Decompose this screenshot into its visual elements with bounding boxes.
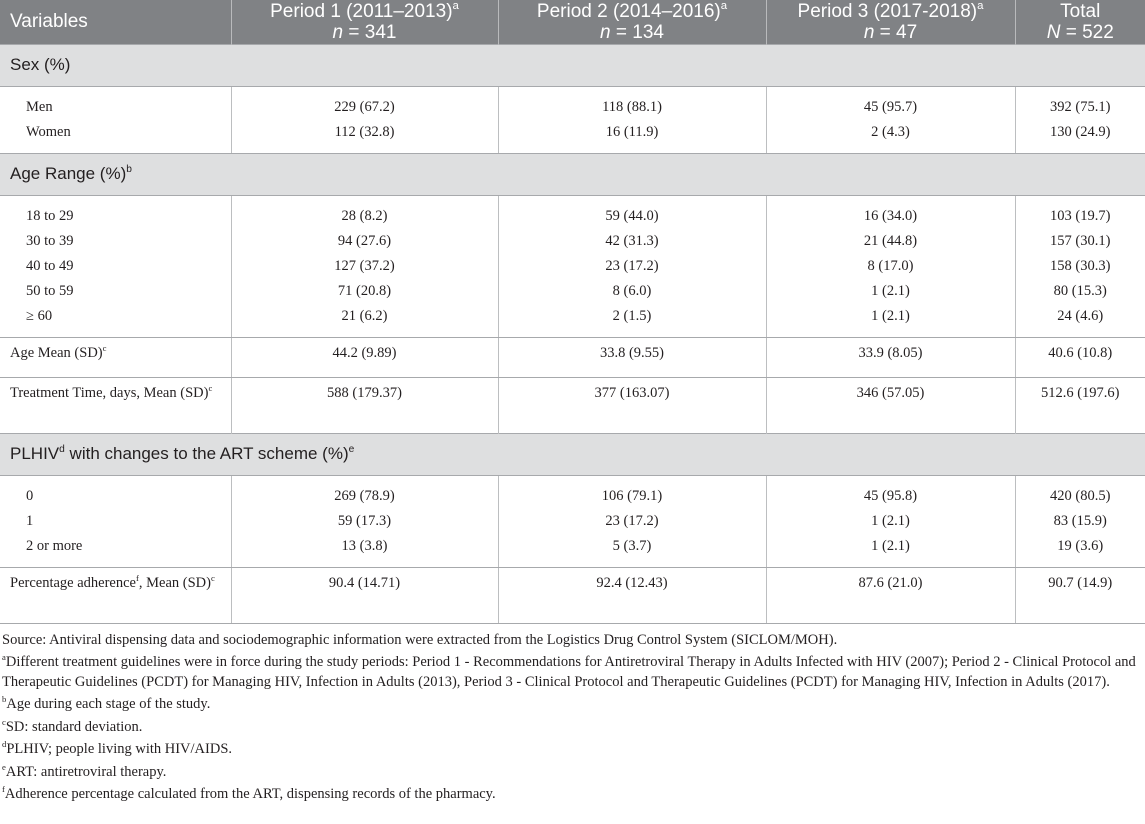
art-changes-period-3 — [766, 475, 1015, 567]
table-cell: 5 (3.7) — [612, 537, 652, 554]
art-changes-period-1 — [231, 475, 498, 567]
footnote-mark: c — [208, 382, 213, 393]
age-range-period-2 — [498, 195, 766, 337]
section-row-art-changes — [0, 433, 1145, 475]
header-period-1-n-label: n — [332, 22, 344, 44]
footnote-text: PLHIV; people living with HIV/AIDS. — [6, 741, 233, 757]
table-cell: 2 (1.5) — [612, 307, 652, 324]
row-label: Treatment Time, days, Mean (SD) — [10, 384, 209, 401]
header-total-n: = 522 — [1060, 22, 1114, 44]
table-cell: 83 (15.9) — [1053, 512, 1107, 529]
table-cell: 13 (3.8) — [341, 537, 388, 554]
table-row-treatment-time — [0, 377, 1145, 433]
footnote-mark: a — [2, 651, 6, 662]
footnote-source: Source: Antiviral dispensing data and sociodemographic information were extracted from the Logistics Drug Control System (SICLOM/MOH). — [2, 631, 838, 648]
footnote-mark: e — [2, 761, 6, 772]
table-cell: 346 (57.05) — [766, 377, 1015, 433]
row-label: 1 — [26, 512, 34, 529]
table-cell: 87.6 (21.0) — [766, 567, 1015, 623]
age-range-period-3 — [766, 195, 1015, 337]
adherence-label — [0, 567, 231, 623]
section-row-age-range — [0, 153, 1145, 195]
footnote-mark: c — [2, 716, 6, 727]
sex-period-3 — [766, 86, 1015, 153]
table-cell: 512.6 (197.6) — [1040, 384, 1120, 401]
art-changes-total — [1015, 475, 1145, 567]
section-title-art-changes — [0, 433, 1145, 475]
table-cell: 588 (179.37) — [231, 377, 498, 433]
section-title-age-range — [0, 153, 1145, 195]
table-cell: 112 (32.8) — [334, 123, 395, 140]
footnote-mark: d — [59, 443, 65, 455]
table-cell: 40.6 (10.8) — [1015, 337, 1145, 377]
art-changes-labels — [0, 475, 231, 567]
header-period-3 — [766, 0, 1015, 44]
row-label: 30 to 39 — [26, 232, 74, 249]
table-cell: 80 (15.3) — [1053, 282, 1107, 299]
header-period-1-n: = 341 — [343, 22, 397, 44]
header-total-title: Total — [1060, 1, 1101, 23]
footnote-text: Age during each stage of the study. — [6, 696, 211, 712]
table-row-age-range — [0, 195, 1145, 337]
header-total — [1015, 0, 1145, 44]
row-label: Percentage adherence — [10, 574, 136, 591]
section-title-sex: Sex (%) — [0, 44, 1145, 86]
table-cell: 16 (34.0) — [863, 207, 918, 224]
footnote-mark: d — [2, 738, 7, 749]
table-cell: 59 (44.0) — [605, 207, 659, 224]
table-cell: 71 (20.8) — [337, 282, 392, 299]
footnote-text: ART: antiretroviral therapy. — [5, 763, 167, 780]
sex-period-1 — [231, 86, 498, 153]
section-title-text: PLHIV — [10, 444, 60, 463]
table-cell: 24 (4.6) — [1057, 307, 1104, 324]
table-cell: 269 (78.9) — [334, 487, 395, 504]
table-cell: 19 (3.6) — [1057, 537, 1104, 554]
table-cell: 1 (2.1) — [871, 282, 910, 299]
table-cell: 1 (2.1) — [871, 537, 910, 554]
table-cell: 392 (75.1) — [1050, 98, 1111, 115]
row-label: Men — [26, 98, 53, 115]
footnote-mark: c — [102, 342, 107, 353]
sex-labels — [0, 86, 231, 153]
footnote-a — [2, 653, 1141, 692]
age-mean-label — [0, 337, 231, 377]
table-cell: 92.4 (12.43) — [498, 567, 766, 623]
table-row-art-changes — [0, 475, 1145, 567]
table-cell: 16 (11.9) — [605, 123, 659, 140]
footnote-mark: f — [2, 783, 5, 794]
header-total-n-label: N — [1046, 22, 1061, 44]
row-label: 18 to 29 — [26, 207, 74, 224]
header-period-1 — [231, 0, 498, 44]
footnote-f — [2, 785, 1141, 805]
table-cell: 130 (24.9) — [1050, 123, 1111, 140]
age-range-total — [1015, 195, 1145, 337]
sex-total — [1015, 86, 1145, 153]
table-row-sex — [0, 86, 1145, 153]
table-cell: 8 (6.0) — [612, 282, 652, 299]
row-label: 50 to 59 — [26, 282, 74, 299]
footnote-mark: f — [135, 572, 139, 583]
table-cell: 2 (4.3) — [871, 123, 910, 140]
table-cell: 420 (80.5) — [1050, 487, 1111, 504]
table-row-adherence — [0, 567, 1145, 623]
table-cell: 106 (79.1) — [601, 487, 663, 504]
age-range-period-1 — [231, 195, 498, 337]
table-cell: 94 (27.6) — [337, 232, 392, 249]
age-range-labels — [0, 195, 231, 337]
row-label: , Mean (SD) — [138, 574, 211, 591]
sex-period-2 — [498, 86, 766, 153]
row-label: Women — [26, 123, 71, 140]
footnote-mark: c — [210, 572, 215, 583]
table-cell: 1 (2.1) — [871, 512, 910, 529]
table-cell: 158 (30.3) — [1050, 257, 1111, 274]
header-period-3-sup: a — [977, 0, 984, 13]
footnote-mark: b — [126, 163, 132, 175]
treatment-time-label — [0, 377, 231, 433]
header-period-2-sup: a — [720, 0, 728, 13]
footnote-mark: e — [348, 443, 355, 455]
table-cell: 103 (19.7) — [1050, 207, 1111, 224]
table-cell: 377 (163.07) — [498, 377, 766, 433]
table-cell: 23 (17.2) — [605, 257, 659, 274]
footnote-text: Different treatment guidelines were in force during the study periods: Period 1 - Recommendations for Antiretroviral Therapy in Adults Infected with HIV (2007); Period 2 - Clinical Protocol and Therapeutic Guidelines (PCDT) for Managing HIV, Infection in Adults (2013), Period 3 - Clinical Protocol and Therapeutic Guidelines (PCDT) for Managing HIV, Infection in Adults (2017). — [2, 654, 1136, 690]
header-period-2-title: Period 2 (2014–2016) — [536, 1, 721, 23]
table-cell: 21 (44.8) — [863, 232, 918, 249]
footnote-mark: b — [2, 693, 7, 704]
art-changes-period-2 — [498, 475, 766, 567]
header-period-1-title: Period 1 (2011–2013) — [270, 1, 453, 23]
table-cell: 90.4 (14.71) — [231, 567, 498, 623]
row-label: Age Mean (SD) — [10, 344, 103, 361]
table-cell: 90.7 (14.9) — [1015, 567, 1145, 623]
table-cell: 45 (95.7) — [863, 98, 918, 115]
table-cell: 59 (17.3) — [337, 512, 392, 529]
table-cell: 21 (6.2) — [341, 307, 388, 324]
header-period-3-n: = 47 — [874, 22, 918, 44]
table-cell: 127 (37.2) — [334, 257, 395, 274]
header-period-2 — [498, 0, 766, 44]
table-cell: 118 (88.1) — [602, 98, 662, 115]
table-cell: 1 (2.1) — [871, 307, 910, 324]
header-period-1-sup: a — [452, 0, 459, 13]
table-cell: 157 (30.1) — [1050, 232, 1111, 249]
footnote-text: Adherence percentage calculated from the ART, dispensing records of the pharmacy. — [4, 786, 496, 802]
table-cell: 45 (95.8) — [863, 487, 918, 504]
header-period-2-n-label: n — [600, 22, 611, 44]
section-title-text: with changes to the ART scheme (%) — [64, 444, 349, 463]
footnote-c — [2, 718, 1141, 738]
footnote-text: SD: standard deviation. — [5, 718, 143, 735]
header-row — [0, 0, 1145, 44]
table-cell: 42 (31.3) — [605, 232, 659, 249]
table-footnotes — [0, 624, 1145, 805]
table-cell: 229 (67.2) — [334, 98, 395, 115]
table-cell: 33.9 (8.05) — [766, 337, 1015, 377]
row-label: ≥ 60 — [26, 307, 53, 324]
header-variables: Variables — [0, 0, 231, 44]
table-cell: 23 (17.2) — [605, 512, 659, 529]
section-title-text: Age Range (%) — [10, 164, 127, 183]
row-label: 0 — [26, 487, 34, 504]
table-cell: 8 (17.0) — [867, 257, 914, 274]
row-label: 2 or more — [26, 537, 83, 554]
table-cell: 44.2 (9.89) — [231, 337, 498, 377]
table-row-age-mean — [0, 337, 1145, 377]
section-row-sex — [0, 44, 1145, 86]
row-label: 40 to 49 — [26, 257, 74, 274]
footnote-d — [2, 740, 1141, 760]
footnote-e — [2, 763, 1141, 783]
table-cell: 28 (8.2) — [341, 207, 388, 224]
header-period-2-n: = 134 — [610, 22, 664, 44]
header-period-3-n-label: n — [863, 22, 875, 44]
header-period-3-title: Period 3 (2017-2018) — [797, 1, 978, 23]
table-cell: 33.8 (9.55) — [498, 337, 766, 377]
footnote-b — [2, 695, 1141, 715]
